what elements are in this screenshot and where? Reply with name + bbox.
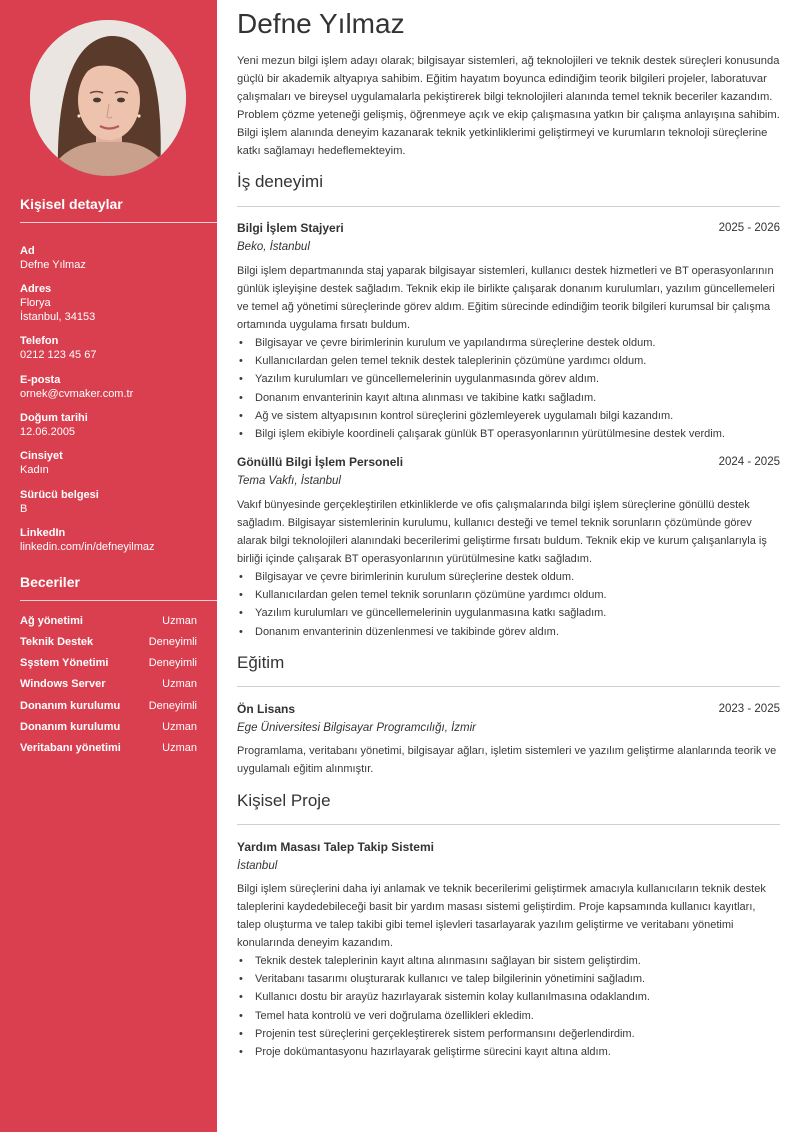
detail-value: Defne Yılmaz	[20, 259, 86, 271]
project-description: Bilgi işlem süreçlerini daha iyi anlamak ve teknik becerilerimi geliştirmek amacıyla kullanıcıların teknik destek taleplerini kaydedebileceği basit bir yardım masası sistemi geliştirdim. Proje kapsamında kullanıcı kayıtları, talep oluşturma ve talep takibi gibi temel işlevleri tasarlayarak yazılım geliştirme ve veritabanı yönetimi konularında deneyim kazandım.	[237, 883, 766, 949]
detail-label: Ad	[20, 245, 35, 257]
list-item: • Bilgisayar ve çevre birimlerinin kurulum süreçlerine destek oldum.	[237, 568, 780, 586]
detail-email	[20, 373, 210, 401]
skill-row	[20, 678, 197, 690]
detail-gender	[20, 449, 210, 477]
job-dates: 2025 - 2026	[718, 222, 780, 234]
avatar	[30, 20, 186, 176]
job-bullets	[237, 568, 780, 641]
job-dates: 2024 - 2025	[718, 456, 780, 468]
skill-name: Donanım kurulumu	[20, 721, 121, 733]
page-title: Defne Yılmaz	[237, 8, 405, 39]
list-item: • Ağ ve sistem altyapısının kontrol süreçlerini gözlemleyerek uygulamalı bilgi kazandım.	[237, 407, 780, 425]
detail-value: Florya	[20, 297, 51, 309]
detail-value: B	[20, 503, 28, 515]
experience-divider	[237, 206, 780, 207]
profile-summary: Yeni mezun bilgi işlem adayı olarak; bilgisayar sistemleri, ağ teknolojileri ve teknik destek süreçleri konusunda güçlü bir akademik altyapıya sahibim. Eğitim hayatım boyunca edindiğim teorik bilgileri projeler, laboratuvar çalışmaları ve bireysel uygulamalarla pekiştirerek bilgi teknolojileri alanında temel teknik beceriler kazandım. Problem çözme yeteneği gelişmiş, öğrenmeye açık ve ekip çalışmasına yatkın bir çalışma anlayışına sahibim. Bilgi işlem alanında deneyim kazanarak teknik yetkinliklerimi geliştirmeyi ve kurumların teknoloji süreçlerine katkı sağlamayı hedeflemekteyim.	[237, 55, 780, 157]
detail-label: Adres	[20, 283, 52, 295]
project-heading: Kişisel Proje	[237, 791, 331, 810]
skill-row	[20, 636, 197, 648]
skills-divider	[20, 600, 217, 601]
detail-label: Doğum tarihi	[20, 412, 88, 424]
detail-value: 0212 123 45 67	[20, 349, 97, 361]
detail-label: Cinsiyet	[20, 450, 63, 462]
list-item: • Kullanıcılardan gelen temel teknik sorunların çözümüne yardımcı oldum.	[237, 586, 780, 604]
job-description: Bilgi işlem departmanında staj yaparak bilgisayar sistemleri, kullanıcı destek hizmetleri ve BT operasyonlarının günlük işleyişine destek sağladım. Teknik ekip ile birlikte çalışarak donanım kurulumları, yazılım güncellemeleri ve temel ağ yönetimi süreçlerinde görev aldım. Eğitim sürecinde edindiğim teorik bilgileri kurumsal bir çalışma ortamında uygulama fırsatı buldum.	[237, 265, 775, 331]
detail-value: Kadın	[20, 464, 49, 476]
detail-value-line2: İstanbul, 34153	[20, 311, 96, 323]
list-item: • Yazılım kurulumları ve güncellemelerinin uygulanmasına katkı sağladım.	[237, 604, 780, 622]
job-description: Vakıf bünyesinde gerçekleştirilen etkinliklerde ve ofis çalışmalarında bilgi işlem süreçlerine gönüllü destek sağladım. Bilgisayar sistemlerinin kurulumu, kullanıcı desteği ve temel teknik sorunların çözümünde görev alarak bilgi teknolojileri alanındaki becerilerimi geliştirme fırsatı buldum. Teknik ekip ve kurum çalışanlarıyla iş birliği içinde çalışarak BT operasyonlarının yürütülmesine katkı sağladım.	[237, 499, 767, 565]
project-divider	[237, 824, 780, 825]
skill-row	[20, 742, 197, 754]
project-name: Yardım Masası Talep Takip Sistemi	[237, 840, 434, 854]
detail-linkedin	[20, 526, 210, 554]
detail-value[interactable]: ornek@cvmaker.com.tr	[20, 388, 134, 400]
experience-heading: İş deneyimi	[237, 172, 323, 191]
detail-birthdate	[20, 411, 210, 439]
skill-name: Teknik Destek	[20, 636, 94, 648]
list-item: • Yazılım kurulumları ve güncellemelerinin uygulanmasında görev aldım.	[237, 370, 780, 388]
job-company: Tema Vakfı, İstanbul	[237, 475, 341, 487]
detail-label: LinkedIn	[20, 527, 66, 539]
skill-row	[20, 657, 197, 669]
skills-heading: Beceriler	[20, 574, 80, 590]
detail-label: Sürücü belgesi	[20, 489, 99, 501]
skill-level: Uzman	[162, 742, 197, 754]
list-item: • Bilgi işlem ekibiyle koordineli çalışarak günlük BT operasyonlarının yürütülmesine destek verdim.	[237, 425, 780, 443]
job-title: Bilgi İşlem Stajyeri	[237, 221, 344, 235]
job-title: Gönüllü Bilgi İşlem Personeli	[237, 455, 404, 469]
skill-level: Uzman	[162, 678, 197, 690]
job-company: Beko, İstanbul	[237, 241, 310, 253]
skill-row	[20, 700, 197, 712]
list-item: • Donanım envanterinin kayıt altına alınması ve takibine katkı sağladım.	[237, 389, 780, 407]
skill-name: Donanım kurulumu	[20, 700, 121, 712]
skill-level: Uzman	[162, 615, 197, 627]
list-item: • Veritabanı tasarımı oluşturarak kullanıcı ve talep bilgilerinin yönetimini sağladım.	[237, 970, 780, 988]
skill-row	[20, 615, 197, 627]
sidebar	[0, 0, 217, 1132]
list-item: • Donanım envanterinin düzenlenmesi ve takibinde görev aldım.	[237, 623, 780, 641]
skill-name: Sşstem Yönetimi	[20, 657, 109, 669]
detail-label: Telefon	[20, 335, 59, 347]
list-item: • Projenin test süreçlerini gerçekleştirerek sistem performansını değerlendirdim.	[237, 1025, 780, 1043]
education-description: Programlama, veritabanı yönetimi, bilgisayar ağları, işletim sistemleri ve yazılım geliştirme alanlarında teorik ve uygulamalı eğitim alınmıştır.	[237, 745, 777, 775]
job-bullets	[237, 334, 780, 443]
list-item: • Temel hata kontrolü ve veri doğrulama özellikleri ekledim.	[237, 1007, 780, 1025]
list-item: • Kullanıcılardan gelen temel teknik destek taleplerinin çözümüne yardımcı oldum.	[237, 352, 780, 370]
skill-row	[20, 721, 197, 733]
skill-name: Veritabanı yönetimi	[20, 742, 121, 754]
skill-name: Windows Server	[20, 678, 106, 690]
detail-address	[20, 282, 210, 324]
project-bullets	[237, 952, 780, 1061]
education-dates: 2023 - 2025	[718, 703, 780, 715]
skill-level: Deneyimli	[148, 636, 197, 648]
detail-name	[20, 244, 210, 272]
skill-level: Deneyimli	[148, 700, 197, 712]
list-item: • Bilgisayar ve çevre birimlerinin kurulum ve yapılandırma süreçlerine destek oldum.	[237, 334, 780, 352]
education-school: Ege Üniversitesi Bilgisayar Programcılığı, İzmir	[237, 722, 477, 734]
education-heading: Eğitim	[237, 653, 285, 672]
list-item: • Proje dokümantasyonu hazırlayarak geliştirme sürecini kayıt altına aldım.	[237, 1043, 780, 1061]
detail-value[interactable]: linkedin.com/in/defneyilmaz	[20, 541, 155, 553]
detail-phone	[20, 334, 210, 362]
skill-name: Ağ yönetimi	[20, 615, 83, 627]
list-item: • Kullanıcı dostu bir arayüz hazırlayarak sistemin kolay kullanılmasına odaklandım.	[237, 988, 780, 1006]
list-item: • Teknik destek taleplerinin kayıt altına alınmasını sağlayan bir sistem geliştirdim.	[237, 952, 780, 970]
detail-license	[20, 488, 210, 516]
detail-value: 12.06.2005	[20, 426, 76, 438]
education-divider	[237, 686, 780, 687]
details-heading: Kişisel detaylar	[20, 196, 123, 212]
education-degree: Ön Lisans	[237, 702, 296, 716]
skill-level: Deneyimli	[148, 657, 197, 669]
details-divider	[20, 222, 217, 223]
skill-level: Uzman	[162, 721, 197, 733]
project-location: İstanbul	[237, 860, 278, 872]
detail-label: E-posta	[20, 374, 61, 386]
